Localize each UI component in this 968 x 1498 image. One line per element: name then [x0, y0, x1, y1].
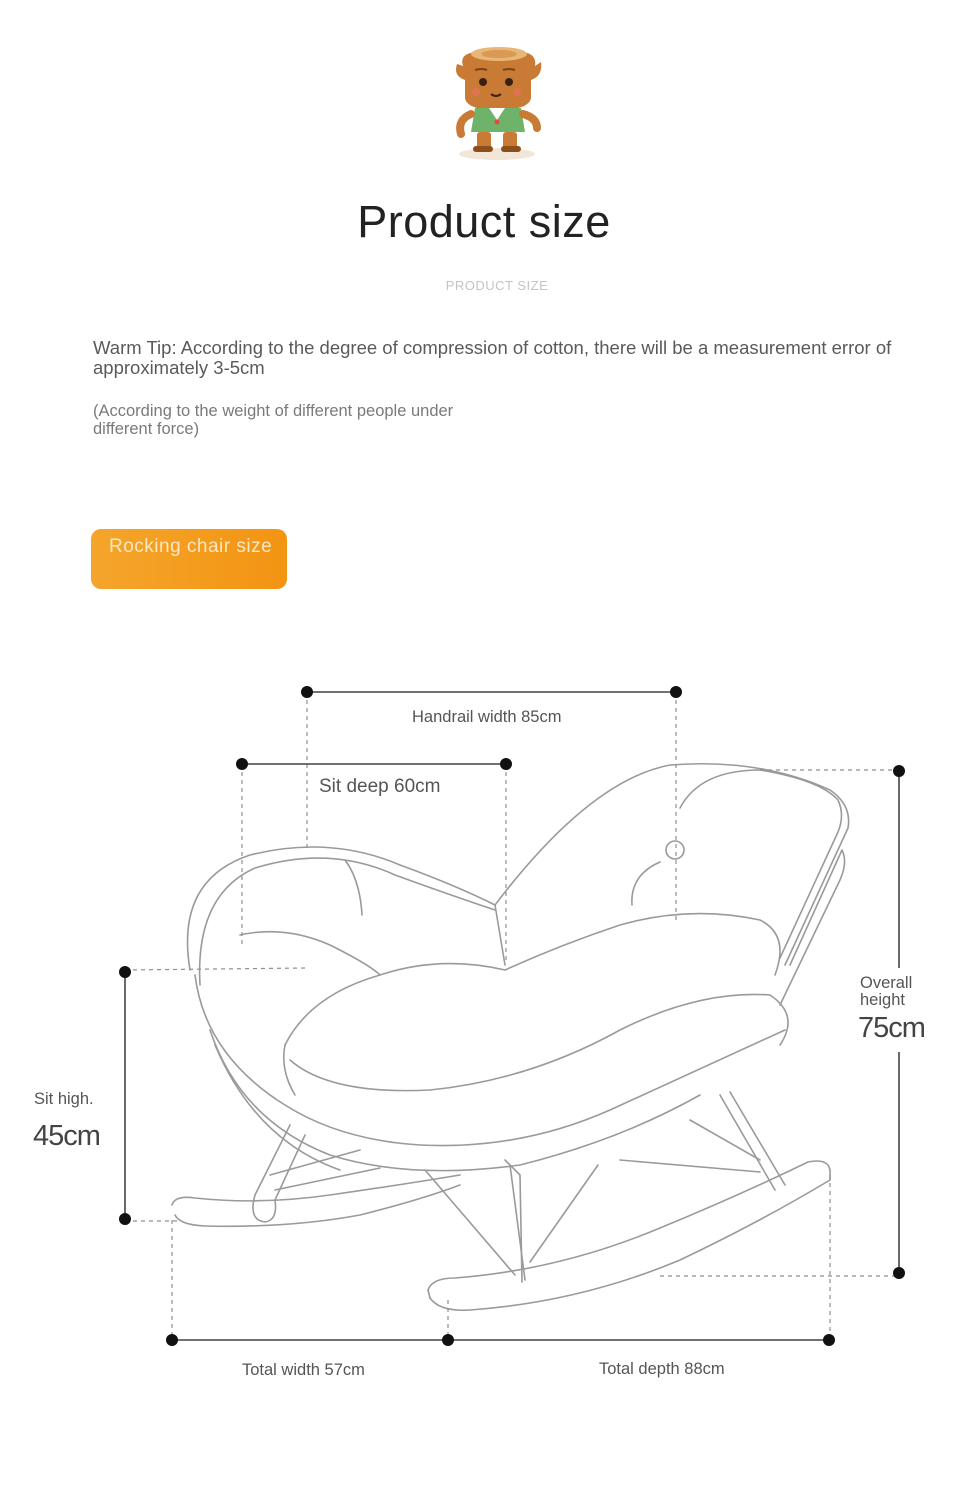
- tree-stump-mascot-icon: [445, 40, 550, 165]
- rocking-chair-illustration: [0, 640, 968, 1400]
- warm-tip-text: Warm Tip: According to the degree of compression of cotton, there will be a measurement error of approximately 3-5cm: [93, 337, 892, 378]
- sit-high-value: 45cm: [33, 1120, 100, 1152]
- sit-deep-label: Sit deep 60cm: [319, 776, 441, 797]
- page-subtitle: PRODUCT SIZE: [445, 278, 549, 293]
- weight-note-text: (According to the weight of different people under different force): [93, 402, 454, 438]
- overall-height-value: 75cm: [858, 1012, 925, 1044]
- total-width-label: Total width 57cm: [242, 1361, 365, 1379]
- total-depth-label: Total depth 88cm: [599, 1360, 725, 1378]
- section-badge: Rocking chair size: [91, 529, 287, 589]
- overall-height-label: Overall height: [860, 974, 913, 1009]
- chair-dimension-diagram: [0, 640, 968, 1400]
- handrail-width-label: Handrail width 85cm: [412, 708, 562, 726]
- page-title: Product size: [357, 196, 611, 247]
- sit-high-label: Sit high.: [34, 1090, 94, 1108]
